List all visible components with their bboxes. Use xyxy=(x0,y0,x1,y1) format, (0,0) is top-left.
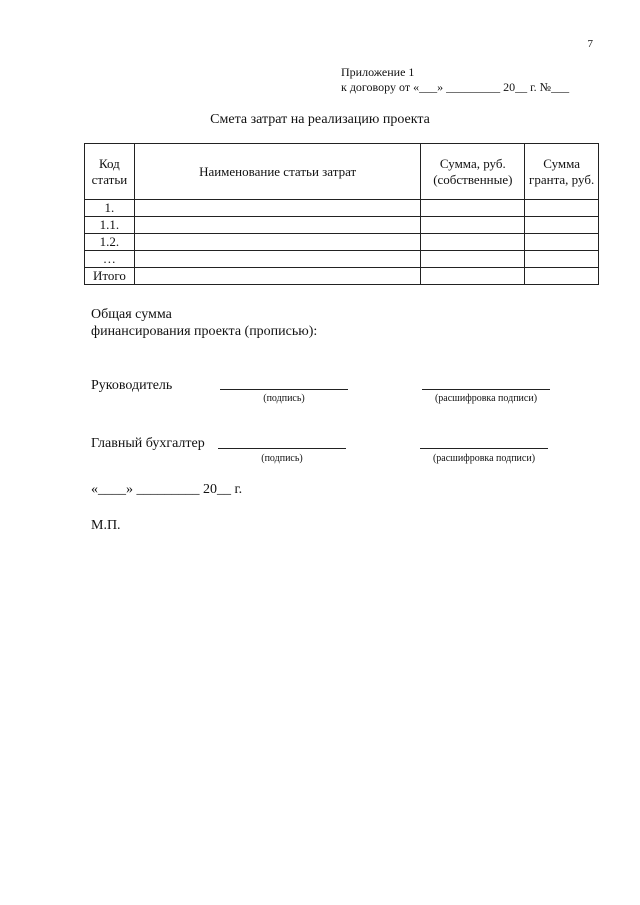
header-code: Код статьи xyxy=(85,144,135,200)
accountant-label: Главный бухгалтер xyxy=(91,436,205,451)
head-decoding-caption: (расшифровка подписи) xyxy=(434,393,538,404)
row-code: Итого xyxy=(85,268,135,285)
total-sum-line2: финансирования проекта (прописью): xyxy=(91,324,318,339)
accountant-decoding-caption: (расшифровка подписи) xyxy=(432,453,536,464)
head-signature-line[interactable] xyxy=(220,388,348,390)
document-title: Смета затрат на реализацию проекта xyxy=(210,112,430,127)
header-grant-sum: Сумма гранта, руб. xyxy=(525,144,599,200)
row-own xyxy=(421,268,525,285)
row-own xyxy=(421,217,525,234)
accountant-signature-line[interactable] xyxy=(218,447,346,449)
table-row xyxy=(85,234,599,251)
accountant-decoding-line[interactable] xyxy=(420,447,548,449)
stamp-place: М.П. xyxy=(91,518,121,533)
header-own-sum: Сумма, руб. (собственные) xyxy=(421,144,525,200)
cost-estimate-table xyxy=(84,143,599,285)
row-grant xyxy=(525,268,599,285)
row-code: … xyxy=(85,251,135,268)
total-sum-line1: Общая сумма xyxy=(91,307,172,322)
appendix-contract-ref: к договору от «___» _________ 20__ г. №___ xyxy=(341,80,570,94)
row-name xyxy=(134,217,421,234)
appendix-title: Приложение 1 xyxy=(341,65,415,79)
row-own xyxy=(421,200,525,217)
table-row-total xyxy=(85,268,599,285)
table-row xyxy=(85,200,599,217)
row-code: 1. xyxy=(85,200,135,217)
row-grant xyxy=(525,200,599,217)
row-name xyxy=(134,251,421,268)
row-grant xyxy=(525,251,599,268)
row-name xyxy=(134,268,421,285)
row-name xyxy=(134,200,421,217)
accountant-signature-caption: (подпись) xyxy=(261,453,303,464)
row-own xyxy=(421,251,525,268)
table-row xyxy=(85,251,599,268)
row-name xyxy=(134,234,421,251)
table-row xyxy=(85,217,599,234)
row-code: 1.1. xyxy=(85,217,135,234)
head-label: Руководитель xyxy=(91,378,173,393)
row-code: 1.2. xyxy=(85,234,135,251)
row-grant xyxy=(525,217,599,234)
table-header-row xyxy=(85,144,599,200)
page-number: 7 xyxy=(587,38,593,50)
row-own xyxy=(421,234,525,251)
appendix-header xyxy=(341,65,569,95)
header-name: Наименование статьи затрат xyxy=(134,144,421,200)
head-signature-caption: (подпись) xyxy=(263,393,305,404)
date-line: «____» _________ 20__ г. xyxy=(91,482,243,497)
total-sum-label xyxy=(91,306,317,340)
head-decoding-line[interactable] xyxy=(422,388,550,390)
row-grant xyxy=(525,234,599,251)
